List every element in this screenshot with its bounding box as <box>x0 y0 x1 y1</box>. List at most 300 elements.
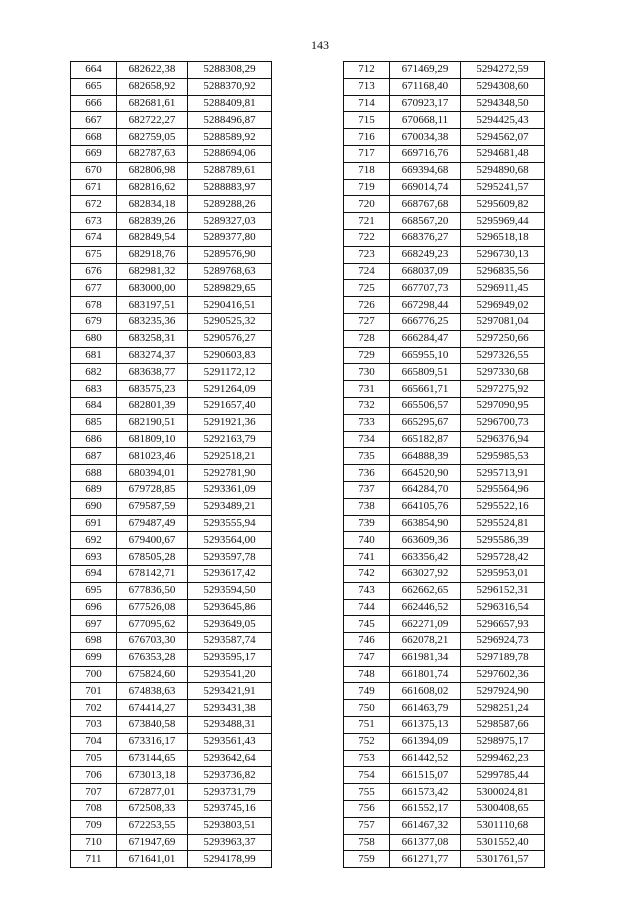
point-number-cell: 708 <box>71 801 117 818</box>
y-coordinate-cell: 5288308,29 <box>188 62 272 79</box>
table-row <box>71 582 272 599</box>
table-row <box>71 95 272 112</box>
coordinate-table-right <box>343 61 545 868</box>
x-coordinate-cell: 670668,11 <box>390 112 461 129</box>
point-number-cell: 719 <box>344 179 390 196</box>
y-coordinate-cell: 5297602,36 <box>461 666 545 683</box>
table-row <box>344 62 545 79</box>
y-coordinate-cell: 5289576,90 <box>188 246 272 263</box>
x-coordinate-cell: 683197,51 <box>117 297 188 314</box>
table-row <box>344 129 545 146</box>
y-coordinate-cell: 5293617,42 <box>188 565 272 582</box>
table-row <box>71 700 272 717</box>
point-number-cell: 731 <box>344 381 390 398</box>
table-row <box>71 145 272 162</box>
table-row <box>344 196 545 213</box>
y-coordinate-cell: 5295713,91 <box>461 465 545 482</box>
x-coordinate-cell: 669716,76 <box>390 145 461 162</box>
y-coordinate-cell: 5296518,18 <box>461 229 545 246</box>
y-coordinate-cell: 5288409,81 <box>188 95 272 112</box>
table-row <box>344 431 545 448</box>
y-coordinate-cell: 5295728,42 <box>461 549 545 566</box>
y-coordinate-cell: 5293555,94 <box>188 515 272 532</box>
x-coordinate-cell: 676353,28 <box>117 649 188 666</box>
table-row <box>71 549 272 566</box>
point-number-cell: 685 <box>71 414 117 431</box>
table-row <box>344 414 545 431</box>
x-coordinate-cell: 683258,31 <box>117 330 188 347</box>
y-coordinate-cell: 5301110,68 <box>461 817 545 834</box>
table-row <box>71 733 272 750</box>
x-coordinate-cell: 662446,52 <box>390 599 461 616</box>
y-coordinate-cell: 5293963,37 <box>188 834 272 851</box>
y-coordinate-cell: 5289829,65 <box>188 280 272 297</box>
y-coordinate-cell: 5297275,92 <box>461 381 545 398</box>
y-coordinate-cell: 5291921,36 <box>188 414 272 431</box>
point-number-cell: 679 <box>71 313 117 330</box>
table-row <box>71 112 272 129</box>
point-number-cell: 721 <box>344 213 390 230</box>
y-coordinate-cell: 5295522,16 <box>461 498 545 515</box>
table-row <box>71 179 272 196</box>
x-coordinate-cell: 661442,52 <box>390 750 461 767</box>
point-number-cell: 669 <box>71 145 117 162</box>
table-row <box>344 364 545 381</box>
point-number-cell: 744 <box>344 599 390 616</box>
x-coordinate-cell: 682658,92 <box>117 78 188 95</box>
table-row <box>344 347 545 364</box>
table-row <box>344 633 545 650</box>
x-coordinate-cell: 664888,39 <box>390 448 461 465</box>
y-coordinate-cell: 5293587,74 <box>188 633 272 650</box>
y-coordinate-cell: 5293421,91 <box>188 683 272 700</box>
table-row <box>344 532 545 549</box>
table-row <box>71 313 272 330</box>
x-coordinate-cell: 682806,98 <box>117 162 188 179</box>
x-coordinate-cell: 663854,90 <box>390 515 461 532</box>
table-row <box>71 465 272 482</box>
y-coordinate-cell: 5293649,05 <box>188 616 272 633</box>
x-coordinate-cell: 661271,77 <box>390 851 461 868</box>
table-row <box>71 599 272 616</box>
point-number-cell: 759 <box>344 851 390 868</box>
table-row <box>71 78 272 95</box>
x-coordinate-cell: 679487,49 <box>117 515 188 532</box>
y-coordinate-cell: 5288694,06 <box>188 145 272 162</box>
point-number-cell: 687 <box>71 448 117 465</box>
y-coordinate-cell: 5296911,45 <box>461 280 545 297</box>
x-coordinate-cell: 671469,29 <box>390 62 461 79</box>
x-coordinate-cell: 682816,62 <box>117 179 188 196</box>
x-coordinate-cell: 662662,65 <box>390 582 461 599</box>
point-number-cell: 701 <box>71 683 117 700</box>
point-number-cell: 755 <box>344 784 390 801</box>
point-number-cell: 726 <box>344 297 390 314</box>
y-coordinate-cell: 5297250,66 <box>461 330 545 347</box>
point-number-cell: 745 <box>344 616 390 633</box>
y-coordinate-cell: 5301761,57 <box>461 851 545 868</box>
y-coordinate-cell: 5293488,31 <box>188 717 272 734</box>
y-coordinate-cell: 5294178,99 <box>188 851 272 868</box>
x-coordinate-cell: 683000,00 <box>117 280 188 297</box>
table-row <box>344 95 545 112</box>
x-coordinate-cell: 665182,87 <box>390 431 461 448</box>
point-number-cell: 668 <box>71 129 117 146</box>
point-number-cell: 666 <box>71 95 117 112</box>
table-row <box>71 498 272 515</box>
x-coordinate-cell: 665955,10 <box>390 347 461 364</box>
y-coordinate-cell: 5296700,73 <box>461 414 545 431</box>
table-row <box>344 750 545 767</box>
table-row <box>344 817 545 834</box>
table-row <box>71 347 272 364</box>
y-coordinate-cell: 5295953,01 <box>461 565 545 582</box>
y-coordinate-cell: 5297924,90 <box>461 683 545 700</box>
table-row <box>71 448 272 465</box>
table-row <box>344 565 545 582</box>
point-number-cell: 757 <box>344 817 390 834</box>
point-number-cell: 750 <box>344 700 390 717</box>
x-coordinate-cell: 664105,76 <box>390 498 461 515</box>
x-coordinate-cell: 682681,61 <box>117 95 188 112</box>
x-coordinate-cell: 668767,68 <box>390 196 461 213</box>
y-coordinate-cell: 5291172,12 <box>188 364 272 381</box>
y-coordinate-cell: 5293736,82 <box>188 767 272 784</box>
x-coordinate-cell: 663027,92 <box>390 565 461 582</box>
y-coordinate-cell: 5297330,68 <box>461 364 545 381</box>
x-coordinate-cell: 670034,38 <box>390 129 461 146</box>
x-coordinate-cell: 661515,07 <box>390 767 461 784</box>
y-coordinate-cell: 5289288,26 <box>188 196 272 213</box>
x-coordinate-cell: 683638,77 <box>117 364 188 381</box>
y-coordinate-cell: 5300408,65 <box>461 801 545 818</box>
table-row <box>71 196 272 213</box>
y-coordinate-cell: 5288370,92 <box>188 78 272 95</box>
point-number-cell: 674 <box>71 229 117 246</box>
point-number-cell: 665 <box>71 78 117 95</box>
x-coordinate-cell: 670923,17 <box>390 95 461 112</box>
y-coordinate-cell: 5291657,40 <box>188 397 272 414</box>
table-row <box>71 834 272 851</box>
x-coordinate-cell: 679400,67 <box>117 532 188 549</box>
point-number-cell: 716 <box>344 129 390 146</box>
point-number-cell: 709 <box>71 817 117 834</box>
y-coordinate-cell: 5296949,02 <box>461 297 545 314</box>
point-number-cell: 664 <box>71 62 117 79</box>
y-coordinate-cell: 5295609,82 <box>461 196 545 213</box>
y-coordinate-cell: 5300024,81 <box>461 784 545 801</box>
y-coordinate-cell: 5290416,51 <box>188 297 272 314</box>
table-row <box>344 549 545 566</box>
table-row <box>71 297 272 314</box>
x-coordinate-cell: 665661,71 <box>390 381 461 398</box>
table-row <box>344 481 545 498</box>
point-number-cell: 742 <box>344 565 390 582</box>
point-number-cell: 749 <box>344 683 390 700</box>
point-number-cell: 698 <box>71 633 117 650</box>
table-row <box>344 649 545 666</box>
y-coordinate-cell: 5294425,43 <box>461 112 545 129</box>
point-number-cell: 694 <box>71 565 117 582</box>
point-number-cell: 704 <box>71 733 117 750</box>
table-row <box>344 213 545 230</box>
point-number-cell: 728 <box>344 330 390 347</box>
y-coordinate-cell: 5288883,97 <box>188 179 272 196</box>
x-coordinate-cell: 673840,58 <box>117 717 188 734</box>
table-row <box>344 78 545 95</box>
x-coordinate-cell: 665506,57 <box>390 397 461 414</box>
table-row <box>344 700 545 717</box>
point-number-cell: 681 <box>71 347 117 364</box>
point-number-cell: 675 <box>71 246 117 263</box>
x-coordinate-cell: 682849,54 <box>117 229 188 246</box>
x-coordinate-cell: 661377,08 <box>390 834 461 851</box>
point-number-cell: 693 <box>71 549 117 566</box>
x-coordinate-cell: 665809,51 <box>390 364 461 381</box>
point-number-cell: 758 <box>344 834 390 851</box>
x-coordinate-cell: 672877,01 <box>117 784 188 801</box>
y-coordinate-cell: 5292163,79 <box>188 431 272 448</box>
x-coordinate-cell: 664284,70 <box>390 481 461 498</box>
x-coordinate-cell: 681023,46 <box>117 448 188 465</box>
table-row <box>344 801 545 818</box>
y-coordinate-cell: 5296152,31 <box>461 582 545 599</box>
table-row <box>344 666 545 683</box>
x-coordinate-cell: 661463,79 <box>390 700 461 717</box>
y-coordinate-cell: 5288789,61 <box>188 162 272 179</box>
point-number-cell: 667 <box>71 112 117 129</box>
point-number-cell: 686 <box>71 431 117 448</box>
point-number-cell: 753 <box>344 750 390 767</box>
table-row <box>71 246 272 263</box>
table-row <box>344 834 545 851</box>
point-number-cell: 676 <box>71 263 117 280</box>
point-number-cell: 691 <box>71 515 117 532</box>
y-coordinate-cell: 5295524,81 <box>461 515 545 532</box>
point-number-cell: 695 <box>71 582 117 599</box>
x-coordinate-cell: 671168,40 <box>390 78 461 95</box>
table-row <box>71 649 272 666</box>
x-coordinate-cell: 683575,23 <box>117 381 188 398</box>
point-number-cell: 680 <box>71 330 117 347</box>
x-coordinate-cell: 682787,63 <box>117 145 188 162</box>
y-coordinate-cell: 5296730,13 <box>461 246 545 263</box>
table-row <box>344 330 545 347</box>
table-row <box>71 330 272 347</box>
y-coordinate-cell: 5296376,94 <box>461 431 545 448</box>
table-row <box>344 448 545 465</box>
y-coordinate-cell: 5288496,87 <box>188 112 272 129</box>
y-coordinate-cell: 5296657,93 <box>461 616 545 633</box>
table-row <box>344 465 545 482</box>
y-coordinate-cell: 5294348,50 <box>461 95 545 112</box>
x-coordinate-cell: 671641,01 <box>117 851 188 868</box>
point-number-cell: 722 <box>344 229 390 246</box>
y-coordinate-cell: 5297090,95 <box>461 397 545 414</box>
table-row <box>71 414 272 431</box>
y-coordinate-cell: 5294681,48 <box>461 145 545 162</box>
y-coordinate-cell: 5293642,64 <box>188 750 272 767</box>
x-coordinate-cell: 662078,21 <box>390 633 461 650</box>
point-number-cell: 715 <box>344 112 390 129</box>
y-coordinate-cell: 5290603,83 <box>188 347 272 364</box>
x-coordinate-cell: 679728,85 <box>117 481 188 498</box>
x-coordinate-cell: 683274,37 <box>117 347 188 364</box>
y-coordinate-cell: 5289377,80 <box>188 229 272 246</box>
point-number-cell: 737 <box>344 481 390 498</box>
point-number-cell: 707 <box>71 784 117 801</box>
y-coordinate-cell: 5290525,32 <box>188 313 272 330</box>
point-number-cell: 711 <box>71 851 117 868</box>
point-number-cell: 689 <box>71 481 117 498</box>
x-coordinate-cell: 682981,32 <box>117 263 188 280</box>
table-row <box>71 397 272 414</box>
point-number-cell: 746 <box>344 633 390 650</box>
table-row <box>71 750 272 767</box>
point-number-cell: 740 <box>344 532 390 549</box>
table-row <box>71 633 272 650</box>
coordinate-table-left <box>70 61 272 868</box>
table-row <box>71 229 272 246</box>
x-coordinate-cell: 668376,27 <box>390 229 461 246</box>
table-row <box>71 481 272 498</box>
x-coordinate-cell: 671947,69 <box>117 834 188 851</box>
table-row <box>71 717 272 734</box>
point-number-cell: 723 <box>344 246 390 263</box>
point-number-cell: 724 <box>344 263 390 280</box>
y-coordinate-cell: 5293597,78 <box>188 549 272 566</box>
x-coordinate-cell: 665295,67 <box>390 414 461 431</box>
point-number-cell: 684 <box>71 397 117 414</box>
table-row <box>344 280 545 297</box>
x-coordinate-cell: 679587,59 <box>117 498 188 515</box>
y-coordinate-cell: 5296316,54 <box>461 599 545 616</box>
point-number-cell: 703 <box>71 717 117 734</box>
x-coordinate-cell: 664520,90 <box>390 465 461 482</box>
point-number-cell: 718 <box>344 162 390 179</box>
x-coordinate-cell: 666776,25 <box>390 313 461 330</box>
y-coordinate-cell: 5293745,16 <box>188 801 272 818</box>
x-coordinate-cell: 668037,09 <box>390 263 461 280</box>
x-coordinate-cell: 681809,10 <box>117 431 188 448</box>
point-number-cell: 730 <box>344 364 390 381</box>
table-row <box>344 616 545 633</box>
table-row <box>71 263 272 280</box>
y-coordinate-cell: 5293595,17 <box>188 649 272 666</box>
point-number-cell: 720 <box>344 196 390 213</box>
table-row <box>344 767 545 784</box>
point-number-cell: 754 <box>344 767 390 784</box>
x-coordinate-cell: 661981,34 <box>390 649 461 666</box>
y-coordinate-cell: 5294272,59 <box>461 62 545 79</box>
table-row <box>71 801 272 818</box>
point-number-cell: 752 <box>344 733 390 750</box>
y-coordinate-cell: 5291264,09 <box>188 381 272 398</box>
y-coordinate-cell: 5289768,63 <box>188 263 272 280</box>
table-row <box>344 297 545 314</box>
y-coordinate-cell: 5296924,73 <box>461 633 545 650</box>
point-number-cell: 739 <box>344 515 390 532</box>
x-coordinate-cell: 667707,73 <box>390 280 461 297</box>
point-number-cell: 733 <box>344 414 390 431</box>
y-coordinate-cell: 5293361,09 <box>188 481 272 498</box>
table-row <box>344 263 545 280</box>
table-row <box>71 683 272 700</box>
table-row <box>71 666 272 683</box>
table-row <box>344 381 545 398</box>
y-coordinate-cell: 5288589,92 <box>188 129 272 146</box>
table-row <box>344 599 545 616</box>
y-coordinate-cell: 5295241,57 <box>461 179 545 196</box>
point-number-cell: 748 <box>344 666 390 683</box>
table-row <box>344 313 545 330</box>
y-coordinate-cell: 5295969,44 <box>461 213 545 230</box>
table-row <box>71 280 272 297</box>
y-coordinate-cell: 5293561,43 <box>188 733 272 750</box>
point-number-cell: 677 <box>71 280 117 297</box>
x-coordinate-cell: 682801,39 <box>117 397 188 414</box>
point-number-cell: 682 <box>71 364 117 381</box>
x-coordinate-cell: 677095,62 <box>117 616 188 633</box>
y-coordinate-cell: 5293431,38 <box>188 700 272 717</box>
table-row <box>71 817 272 834</box>
point-number-cell: 690 <box>71 498 117 515</box>
table-row <box>344 179 545 196</box>
point-number-cell: 727 <box>344 313 390 330</box>
x-coordinate-cell: 661467,32 <box>390 817 461 834</box>
x-coordinate-cell: 677526,08 <box>117 599 188 616</box>
y-coordinate-cell: 5298975,17 <box>461 733 545 750</box>
x-coordinate-cell: 668249,23 <box>390 246 461 263</box>
point-number-cell: 705 <box>71 750 117 767</box>
y-coordinate-cell: 5297189,78 <box>461 649 545 666</box>
x-coordinate-cell: 663609,36 <box>390 532 461 549</box>
y-coordinate-cell: 5295985,53 <box>461 448 545 465</box>
table-row <box>344 784 545 801</box>
point-number-cell: 713 <box>344 78 390 95</box>
table-row <box>71 767 272 784</box>
point-number-cell: 743 <box>344 582 390 599</box>
x-coordinate-cell: 661573,42 <box>390 784 461 801</box>
x-coordinate-cell: 661552,17 <box>390 801 461 818</box>
x-coordinate-cell: 678505,28 <box>117 549 188 566</box>
x-coordinate-cell: 673316,17 <box>117 733 188 750</box>
x-coordinate-cell: 669014,74 <box>390 179 461 196</box>
x-coordinate-cell: 682190,51 <box>117 414 188 431</box>
point-number-cell: 714 <box>344 95 390 112</box>
x-coordinate-cell: 683235,36 <box>117 313 188 330</box>
table-row <box>344 498 545 515</box>
point-number-cell: 699 <box>71 649 117 666</box>
table-row <box>71 62 272 79</box>
y-coordinate-cell: 5290576,27 <box>188 330 272 347</box>
table-row <box>344 246 545 263</box>
table-row <box>71 162 272 179</box>
point-number-cell: 735 <box>344 448 390 465</box>
point-number-cell: 725 <box>344 280 390 297</box>
y-coordinate-cell: 5297326,55 <box>461 347 545 364</box>
table-row <box>71 213 272 230</box>
point-number-cell: 673 <box>71 213 117 230</box>
point-number-cell: 671 <box>71 179 117 196</box>
x-coordinate-cell: 661394,09 <box>390 733 461 750</box>
x-coordinate-cell: 682834,18 <box>117 196 188 213</box>
x-coordinate-cell: 661608,02 <box>390 683 461 700</box>
point-number-cell: 734 <box>344 431 390 448</box>
y-coordinate-cell: 5298251,24 <box>461 700 545 717</box>
point-number-cell: 702 <box>71 700 117 717</box>
y-coordinate-cell: 5293489,21 <box>188 498 272 515</box>
